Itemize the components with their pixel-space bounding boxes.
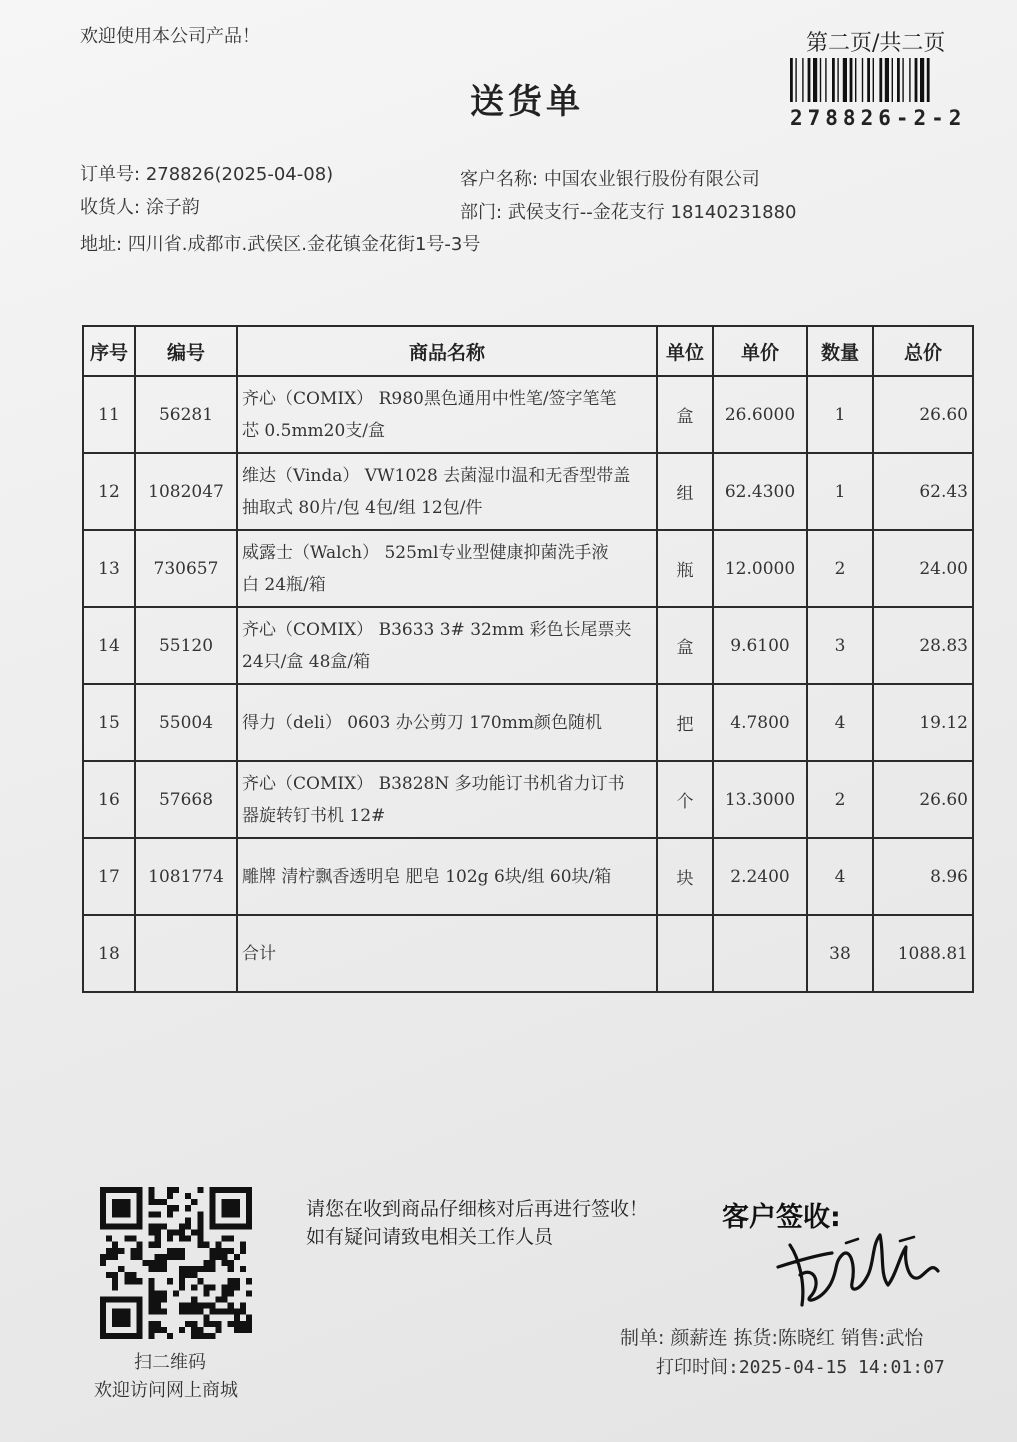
barcode-number: 278826-2-2 xyxy=(790,106,967,130)
items-table xyxy=(82,325,974,993)
address-label: 地址: xyxy=(80,234,123,255)
row-quantity: 2 xyxy=(807,530,873,607)
qr-code-icon xyxy=(100,1187,252,1339)
row-unit: 把 xyxy=(657,684,713,761)
page-indicator: 第二页/共二页 xyxy=(806,31,946,56)
header-unit: 单位 xyxy=(657,326,713,376)
summary-code-empty xyxy=(135,915,237,992)
summary-label: 合计 xyxy=(237,915,657,992)
customer-value: 中国农业银行股份有限公司 xyxy=(543,169,760,190)
qr-caption-mall: 欢迎访问网上商城 xyxy=(94,1380,238,1401)
summary-row xyxy=(83,915,973,992)
handwritten-signature-icon xyxy=(760,1205,950,1315)
row-unit: 盒 xyxy=(657,376,713,453)
header-code: 编号 xyxy=(135,326,237,376)
row-total: 8.96 xyxy=(873,838,973,915)
order-number xyxy=(80,160,333,186)
row-product-name xyxy=(237,607,657,684)
row-seq: 13 xyxy=(83,530,135,607)
department-label: 部门: xyxy=(460,202,503,223)
row-quantity: 4 xyxy=(807,684,873,761)
row-unit-price: 12.0000 xyxy=(713,530,807,607)
staff-info: 制单: 颜薪连 拣货:陈晓红 销售:武怡 xyxy=(620,1327,924,1349)
receiver-value: 涂子韵 xyxy=(145,197,200,218)
table-row xyxy=(83,838,973,915)
row-code: 730657 xyxy=(135,530,237,607)
row-unit-price: 13.3000 xyxy=(713,761,807,838)
row-seq: 14 xyxy=(83,607,135,684)
row-quantity: 1 xyxy=(807,453,873,530)
product-name-line1: 齐心（COMIX） R980黑色通用中性笔/签字笔笔 xyxy=(242,388,617,409)
receiver xyxy=(80,193,200,219)
print-time: 打印时间:2025-04-15 14:01:07 xyxy=(656,1357,945,1378)
row-total: 26.60 xyxy=(873,376,973,453)
row-product-name xyxy=(237,761,657,838)
product-name-line2: 24只/盒 48盒/箱 xyxy=(242,651,371,672)
receiver-label: 收货人: xyxy=(80,197,141,218)
product-name-line2: 器旋转钉书机 12# xyxy=(242,805,386,826)
summary-quantity: 38 xyxy=(807,915,873,992)
row-code: 56281 xyxy=(135,376,237,453)
row-unit-price: 9.6100 xyxy=(713,607,807,684)
table-row xyxy=(83,684,973,761)
row-product-name xyxy=(237,453,657,530)
qr-caption-scan: 扫二维码 xyxy=(134,1352,206,1373)
row-product-name xyxy=(237,376,657,453)
product-name-line1: 维达（Vinda） VW1028 去菌湿巾温和无香型带盖 xyxy=(242,465,631,486)
row-code: 57668 xyxy=(135,761,237,838)
summary-total: 1088.81 xyxy=(873,915,973,992)
row-unit: 盒 xyxy=(657,607,713,684)
department-value: 武侯支行--金花支行 18140231880 xyxy=(507,202,797,223)
header-quantity: 数量 xyxy=(807,326,873,376)
header-unit-price: 单价 xyxy=(713,326,807,376)
customer-signature-label: 客户签收: xyxy=(722,1202,841,1233)
row-product-name xyxy=(237,530,657,607)
row-product-name xyxy=(237,684,657,761)
row-seq: 16 xyxy=(83,761,135,838)
row-seq: 15 xyxy=(83,684,135,761)
row-unit-price: 4.7800 xyxy=(713,684,807,761)
header-seq: 序号 xyxy=(83,326,135,376)
address xyxy=(80,230,480,256)
product-name-line2: 白 24瓶/箱 xyxy=(242,574,326,595)
customer-label: 客户名称: xyxy=(460,169,539,190)
row-seq: 17 xyxy=(83,838,135,915)
order-number-value: 278826(2025-04-08) xyxy=(145,164,334,185)
table-row xyxy=(83,376,973,453)
summary-price-empty xyxy=(713,915,807,992)
row-unit: 瓶 xyxy=(657,530,713,607)
row-unit: 组 xyxy=(657,453,713,530)
receipt-notice: 请您在收到商品仔细核对后再进行签收！如有疑问请致电相关工作人员 xyxy=(306,1198,649,1248)
table-row xyxy=(83,761,973,838)
welcome-text: 欢迎使用本公司产品！ xyxy=(80,26,260,47)
page-title: 送货单 xyxy=(470,82,584,122)
header-product-name: 商品名称 xyxy=(237,326,657,376)
row-unit: 个 xyxy=(657,761,713,838)
row-total: 24.00 xyxy=(873,530,973,607)
row-unit-price: 26.6000 xyxy=(713,376,807,453)
row-quantity: 3 xyxy=(807,607,873,684)
row-quantity: 2 xyxy=(807,761,873,838)
row-total: 19.12 xyxy=(873,684,973,761)
row-code: 1081774 xyxy=(135,838,237,915)
row-unit-price: 2.2400 xyxy=(713,838,807,915)
summary-unit-empty xyxy=(657,915,713,992)
order-number-label: 订单号: xyxy=(80,164,141,185)
product-name-line1: 雕牌 清柠飘香透明皂 肥皂 102g 6块/组 60块/箱 xyxy=(242,866,612,887)
address-value: 四川省.成都市.武侯区.金花镇金花街1号-3号 xyxy=(127,234,481,255)
header-total: 总价 xyxy=(873,326,973,376)
row-quantity: 1 xyxy=(807,376,873,453)
summary-seq: 18 xyxy=(83,915,135,992)
customer-name xyxy=(460,165,760,191)
product-name-line2: 芯 0.5mm20支/盒 xyxy=(242,420,386,441)
product-name-line1: 威露士（Walch） 525ml专业型健康抑菌洗手液 xyxy=(242,542,609,563)
row-quantity: 4 xyxy=(807,838,873,915)
row-code: 55120 xyxy=(135,607,237,684)
product-name-line1: 得力（deli） 0603 办公剪刀 170mm颜色随机 xyxy=(242,712,602,733)
product-name-line1: 齐心（COMIX） B3828N 多功能订书机省力订书 xyxy=(242,773,625,794)
table-row xyxy=(83,607,973,684)
product-name-line1: 齐心（COMIX） B3633 3# 32mm 彩色长尾票夹 xyxy=(242,619,632,640)
table-header-row xyxy=(83,326,973,376)
row-total: 62.43 xyxy=(873,453,973,530)
row-total: 26.60 xyxy=(873,761,973,838)
table-row xyxy=(83,453,973,530)
row-unit-price: 62.4300 xyxy=(713,453,807,530)
row-unit: 块 xyxy=(657,838,713,915)
row-product-name xyxy=(237,838,657,915)
row-seq: 11 xyxy=(83,376,135,453)
department xyxy=(460,198,797,224)
row-code: 55004 xyxy=(135,684,237,761)
row-total: 28.83 xyxy=(873,607,973,684)
product-name-line2: 抽取式 80片/包 4包/组 12包/件 xyxy=(242,497,483,518)
row-seq: 12 xyxy=(83,453,135,530)
table-row xyxy=(83,530,973,607)
barcode-icon xyxy=(788,58,968,102)
row-code: 1082047 xyxy=(135,453,237,530)
